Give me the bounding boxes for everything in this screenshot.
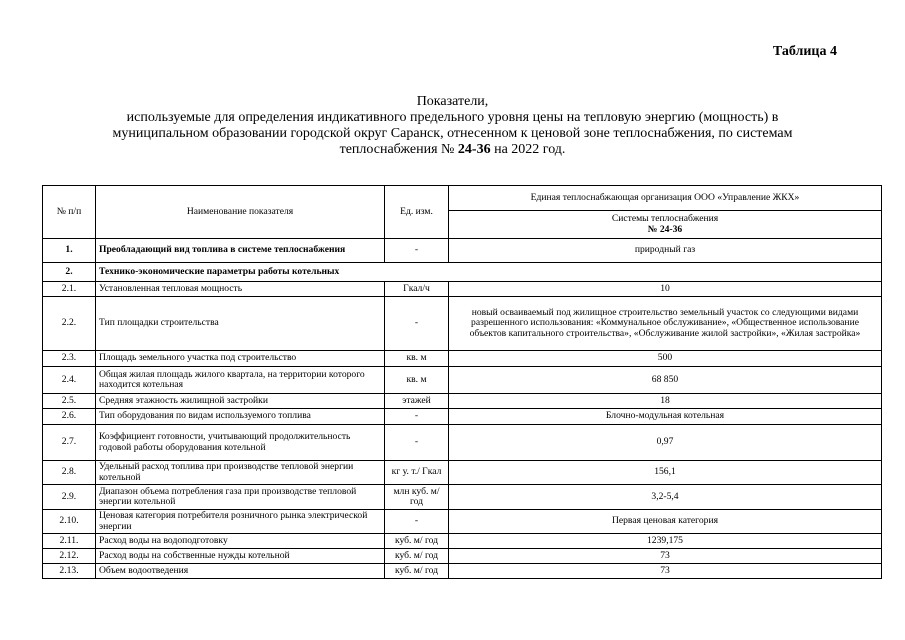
heading-line-2: используемые для определения индикативного предельного уровня цены на тепловую энергию (мощность) в (126, 110, 779, 125)
row-value: 3,2-5,4 (449, 485, 882, 510)
row-unit: - (385, 239, 449, 263)
header-num: № п/п (43, 186, 96, 239)
row-num: 2.1. (43, 282, 96, 297)
table-row (43, 485, 882, 510)
table-row (43, 534, 882, 549)
row-name: Общая жилая площадь жилого квартала, на территории которого находится котельная (96, 367, 385, 394)
row-name: Удельный расход топлива при производстве тепловой энергии котельной (96, 461, 385, 485)
row-value: 68 850 (449, 367, 882, 394)
row-name: Расход воды на собственные нужды котельной (96, 549, 385, 564)
row-unit: - (385, 297, 449, 351)
section-title: Технико-экономические параметры работы котельных (96, 263, 882, 282)
row-num: 2.10. (43, 510, 96, 534)
table-row (43, 394, 882, 409)
row-value: 500 (449, 351, 882, 367)
table-row (43, 461, 882, 485)
row-unit: - (385, 425, 449, 461)
row-num: 2.2. (43, 297, 96, 351)
row-name: Площадь земельного участка под строительство (96, 351, 385, 367)
heading-line-1: Показатели, (416, 94, 489, 109)
table-row (43, 409, 882, 425)
row-name: Объем водоотведения (96, 564, 385, 579)
row-num: 2.9. (43, 485, 96, 510)
header-systems (449, 211, 882, 239)
row-value: 73 (449, 549, 882, 564)
heading-line-4-prefix: теплоснабжения № (339, 142, 458, 157)
row-unit: куб. м/ год (385, 549, 449, 564)
row-num: 2.4. (43, 367, 96, 394)
row-value: новый осваиваемый под жилищное строительство земельный участок со следующими видами разрешенного использования: «Коммунальное обслуживание», «Общественное использование объектов капитального строительства», «Обслуживание жилой застройки», «Жилая застройка» (449, 297, 882, 351)
row-unit: этажей (385, 394, 449, 409)
row-value: 18 (449, 394, 882, 409)
table-number: Таблица 4 (772, 44, 837, 59)
row-value: 156,1 (449, 461, 882, 485)
heading-system-number: 24-36 (457, 142, 491, 157)
header-organization: Единая теплоснабжающая организация ООО «Управление ЖКХ» (449, 186, 882, 211)
row-value: 10 (449, 282, 882, 297)
row-num: 2.5. (43, 394, 96, 409)
row-unit: - (385, 510, 449, 534)
indicators-table (42, 185, 882, 579)
row-name: Установленная тепловая мощность (96, 282, 385, 297)
row-num: 2.3. (43, 351, 96, 367)
row-unit: млн куб. м/год (385, 485, 449, 510)
header-unit: Ед. изм. (385, 186, 449, 239)
table-row (43, 425, 882, 461)
row-unit: кг у. т./ Гкал (385, 461, 449, 485)
row-name: Средняя этажность жилищной застройки (96, 394, 385, 409)
row-unit: кв. м (385, 351, 449, 367)
row-value: 0,97 (449, 425, 882, 461)
table-row (43, 263, 882, 282)
row-name: Тип оборудования по видам используемого топлива (96, 409, 385, 425)
row-unit: куб. м/ год (385, 564, 449, 579)
row-num: 2. (43, 263, 96, 282)
table-row (43, 549, 882, 564)
row-value: Первая ценовая категория (449, 510, 882, 534)
row-name: Тип площадки строительства (96, 297, 385, 351)
table-row (43, 239, 882, 263)
row-name: Преобладающий вид топлива в системе теплоснабжения (96, 239, 385, 263)
header-systems-label: Системы теплоснабжения (611, 213, 719, 224)
row-num: 2.6. (43, 409, 96, 425)
row-unit: Гкал/ч (385, 282, 449, 297)
table-row (43, 297, 882, 351)
row-name: Ценовая категория потребителя розничного рынка электрической энергии (96, 510, 385, 534)
row-num: 2.13. (43, 564, 96, 579)
row-num: 2.7. (43, 425, 96, 461)
row-name: Расход воды на водоподготовку (96, 534, 385, 549)
row-value: Блочно-модульная котельная (449, 409, 882, 425)
table-row (43, 282, 882, 297)
row-value: 1239,175 (449, 534, 882, 549)
table-row (43, 351, 882, 367)
row-num: 1. (43, 239, 96, 263)
row-unit: кв. м (385, 367, 449, 394)
header-name: Наименование показателя (96, 186, 385, 239)
row-unit: куб. м/ год (385, 534, 449, 549)
heading-line-4 (0, 142, 905, 158)
row-unit: - (385, 409, 449, 425)
table-row (43, 564, 882, 579)
row-num: 2.12. (43, 549, 96, 564)
row-value: природный газ (449, 239, 882, 263)
header-systems-number: № 24-36 (647, 223, 683, 235)
row-name: Коэффициент готовности, учитывающий продолжительность годовой работы оборудования котельной (96, 425, 385, 461)
row-num: 2.8. (43, 461, 96, 485)
row-value: 73 (449, 564, 882, 579)
row-num: 2.11. (43, 534, 96, 549)
document-heading (0, 94, 905, 158)
table-row (43, 510, 882, 534)
table-row (43, 367, 882, 394)
heading-line-3: муниципальном образовании городской округ Саранск, отнесенном к ценовой зоне теплоснабжения, по системам (112, 126, 793, 141)
row-name: Диапазон объема потребления газа при производстве тепловой энергии котельной (96, 485, 385, 510)
heading-line-4-suffix: на 2022 год. (490, 142, 566, 157)
